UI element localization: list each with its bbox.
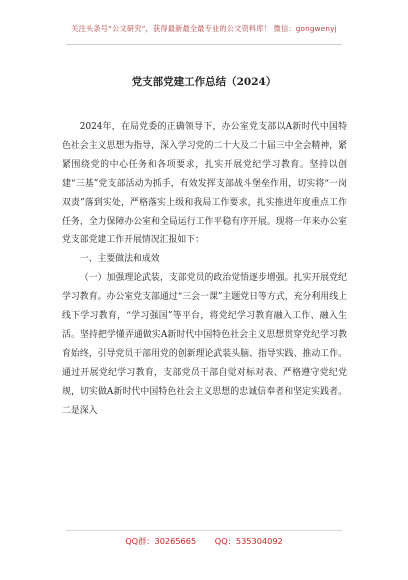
document-title: 党支部党建工作总结（2024）	[131, 76, 277, 88]
intro-paragraph: 2024年，在局党委的正确领导下，办公室党支部以A新时代中国特色社会主义思想为指导，深入学习党的二十大及二十届三中全会精神，紧紧围绕党的中心任务和各项要求，扎实开展党纪学习教育。坚持以创建“三基”党支部活动为抓手，有效发挥支部战斗堡垒作用，切实将“一岗双责”落到实处，严格落实上级和我局工作要求，扎实推进年度重点工作任务，全力保障办公室和全局运行工作平稳有序开展。现将一年来办公室党支部党建工作开展情况汇报如下：	[62, 122, 347, 246]
contact-footer	[0, 536, 408, 547]
header-divider	[66, 44, 342, 45]
section-heading: 一、主要做法和成效	[79, 254, 160, 265]
qq-group-text: QQ群：30265665	[125, 536, 197, 546]
document-body	[62, 118, 347, 421]
section-paragraph: （一）加强理论武装，支部党员的政治觉悟逐步增强。扎实开展党纪学习教育。办公室党支部通过“三会一课”主题党日等方式，充分利用线上线下学习教育，“学习强国”等平台，将党纪学习教育融入工作、融入生活。坚持把学懂弄通做实A新时代中国特色社会主义思想贯穿党纪学习教育始终，引导党员干部用党的创新理论武装头脑、指导实践、推动工作。通过开展党纪学习教育，支部党员干部自觉对标对表、严格遵守党纪党规，切实做A新时代中国特色社会主义思想的忠诚信奉者和坚定实践者。二是深入	[62, 273, 347, 416]
qq-number-text: QQ：535304092	[214, 536, 283, 546]
footer-divider	[66, 530, 342, 531]
promo-header: 关注头条号“公文研究”，获得最新最全最专业的公文资料库！ 微信：gongwenyj	[71, 24, 337, 33]
